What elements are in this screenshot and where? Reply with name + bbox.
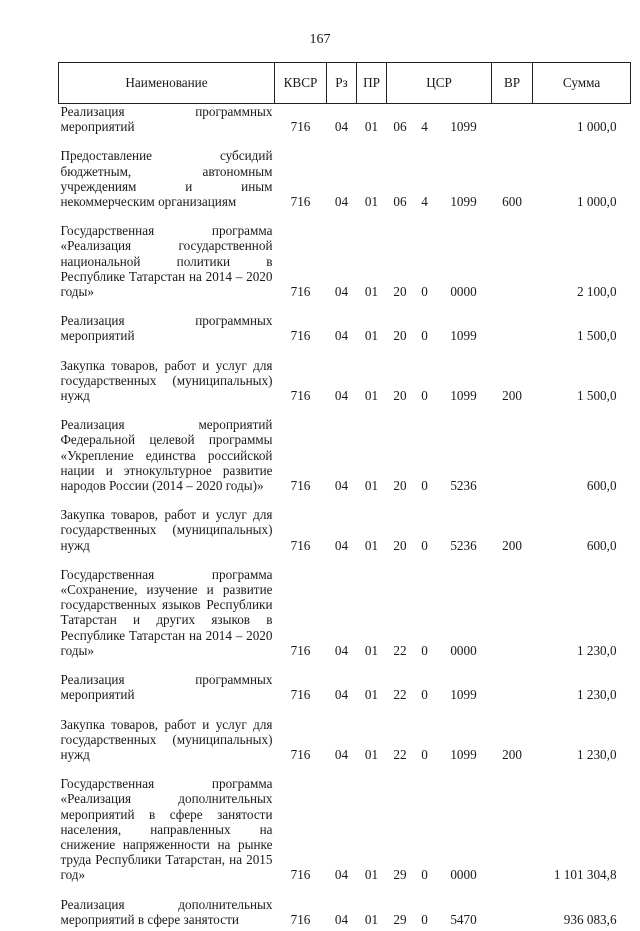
cell-pr: 01 [364, 911, 379, 927]
cell-csr-subprogram: 0 [421, 746, 428, 762]
cell-rz: 04 [334, 687, 349, 703]
cell-csr-direction: 0000 [450, 642, 477, 658]
cell-rz: 04 [334, 537, 349, 553]
cell-csr-subprogram: 0 [421, 388, 428, 404]
cell-name: Государственная программа «Реализация дополнительных мероприятий в сфере занятости населения, направленных на снижение напряженности на рынке труда Республики Татарстан, на 2015 год» [60, 776, 273, 883]
table-row [59, 407, 631, 497]
cell-sum: 2 100,0 [576, 284, 617, 300]
table-body [59, 104, 631, 931]
cell-name: Реализация дополнительных мероприятий в сфере занятости [60, 896, 273, 927]
cell-csr-program: 06 [393, 119, 407, 135]
cell-rz: 04 [334, 867, 349, 883]
cell-sum: 1 101 304,8 [553, 867, 617, 883]
header-sum: Сумма [533, 63, 631, 104]
header-name: Наименование [59, 63, 275, 104]
table-row [59, 348, 631, 408]
cell-sum: 1 230,0 [576, 746, 617, 762]
cell-csr-direction: 1099 [450, 194, 477, 210]
cell-vr [492, 303, 533, 347]
cell-name: Реализация программных мероприятий [60, 104, 273, 135]
cell-kvsr: 716 [290, 537, 311, 553]
cell-kvsr: 716 [290, 687, 311, 703]
cell-sum: 936 083,6 [563, 911, 617, 927]
cell-sum: 1 500,0 [576, 328, 617, 344]
cell-vr [492, 407, 533, 497]
cell-kvsr: 716 [290, 194, 311, 210]
cell-pr: 01 [364, 388, 379, 404]
cell-rz: 04 [334, 194, 349, 210]
cell-rz: 04 [334, 388, 349, 404]
table-row [59, 138, 631, 213]
cell-csr-direction: 1099 [450, 746, 477, 762]
cell-csr-program: 20 [393, 328, 407, 344]
cell-kvsr: 716 [290, 642, 311, 658]
cell-csr-direction: 5236 [450, 537, 477, 553]
cell-csr-direction: 0000 [450, 284, 477, 300]
cell-pr: 01 [364, 478, 379, 494]
cell-rz: 04 [334, 746, 349, 762]
table-row [59, 707, 631, 767]
cell-csr-subprogram: 0 [421, 478, 428, 494]
cell-sum: 1 000,0 [576, 194, 617, 210]
cell-csr-program: 20 [393, 478, 407, 494]
cell-name: Закупка товаров, работ и услуг для государственных (муниципальных) нужд [60, 716, 273, 762]
cell-sum: 1 230,0 [576, 642, 617, 658]
cell-csr-direction: 1099 [450, 119, 477, 135]
cell-vr: 600 [502, 194, 522, 210]
cell-csr-program: 29 [393, 911, 407, 927]
table-row [59, 662, 631, 706]
cell-rz: 04 [334, 478, 349, 494]
cell-csr-direction: 1099 [450, 388, 477, 404]
cell-pr: 01 [364, 537, 379, 553]
cell-pr: 01 [364, 687, 379, 703]
cell-vr [492, 887, 533, 931]
cell-kvsr: 716 [290, 867, 311, 883]
cell-pr: 01 [364, 119, 379, 135]
cell-rz: 04 [334, 642, 349, 658]
cell-rz: 04 [334, 284, 349, 300]
cell-vr [492, 766, 533, 886]
cell-kvsr: 716 [290, 911, 311, 927]
cell-csr-direction: 1099 [450, 687, 477, 703]
cell-csr-program: 20 [393, 388, 407, 404]
header-kvsr: КВСР [275, 63, 327, 104]
cell-pr: 01 [364, 867, 379, 883]
cell-csr-direction: 5236 [450, 478, 477, 494]
cell-csr-subprogram: 0 [421, 867, 428, 883]
cell-csr-subprogram: 0 [421, 911, 428, 927]
cell-csr-subprogram: 4 [421, 119, 428, 135]
cell-csr-subprogram: 0 [421, 642, 428, 658]
table-row [59, 766, 631, 886]
cell-csr-direction: 5470 [450, 911, 477, 927]
cell-pr: 01 [364, 194, 379, 210]
header-vr: ВР [492, 63, 533, 104]
cell-kvsr: 716 [290, 119, 311, 135]
table-header [59, 63, 631, 104]
cell-csr-subprogram: 0 [421, 284, 428, 300]
cell-vr: 200 [502, 388, 522, 404]
cell-pr: 01 [364, 746, 379, 762]
cell-pr: 01 [364, 328, 379, 344]
cell-kvsr: 716 [290, 284, 311, 300]
cell-vr [492, 213, 533, 303]
cell-name: Реализация программных мероприятий [60, 672, 273, 703]
cell-rz: 04 [334, 119, 349, 135]
cell-kvsr: 716 [290, 388, 311, 404]
cell-vr [492, 557, 533, 662]
cell-csr-subprogram: 0 [421, 687, 428, 703]
cell-csr-direction: 0000 [450, 867, 477, 883]
cell-csr-subprogram: 0 [421, 537, 428, 553]
cell-name: Государственная программа «Сохранение, изучение и развитие государственных языков Республики Татарстан и других языков в Республике Татарстан на 2014 – 2020 годы» [60, 566, 273, 658]
cell-vr [492, 104, 533, 139]
header-csr: ЦСР [387, 63, 492, 104]
cell-csr-program: 22 [393, 746, 407, 762]
table-row [59, 303, 631, 347]
table-row [59, 213, 631, 303]
cell-vr: 200 [502, 746, 522, 762]
cell-csr-subprogram: 0 [421, 328, 428, 344]
cell-sum: 1 230,0 [576, 687, 617, 703]
cell-name: Реализация мероприятий Федеральной целевой программы «Укрепление единства российской нации и этнокультурное развитие народов России (2014 – 2020 годы)» [60, 417, 273, 494]
header-rz: Рз [327, 63, 357, 104]
cell-name: Реализация программных мероприятий [60, 313, 273, 344]
cell-kvsr: 716 [290, 478, 311, 494]
cell-kvsr: 716 [290, 746, 311, 762]
cell-csr-subprogram: 4 [421, 194, 428, 210]
cell-sum: 600,0 [586, 537, 617, 553]
table-row [59, 104, 631, 139]
cell-name: Государственная программа «Реализация государственной национальной политики в Республике Татарстан на 2014 – 2020 годы» [60, 223, 273, 300]
cell-csr-program: 20 [393, 537, 407, 553]
cell-csr-program: 22 [393, 687, 407, 703]
page-number: 167 [309, 32, 331, 47]
cell-name: Предоставление субсидий бюджетным, автономным учреждениям и иным некоммерческим организациям [60, 148, 273, 210]
table-row [59, 887, 631, 931]
cell-rz: 04 [334, 328, 349, 344]
budget-table [58, 62, 631, 931]
cell-csr-program: 20 [393, 284, 407, 300]
cell-csr-program: 22 [393, 642, 407, 658]
cell-csr-direction: 1099 [450, 328, 477, 344]
cell-pr: 01 [364, 284, 379, 300]
cell-csr-program: 29 [393, 867, 407, 883]
cell-sum: 600,0 [586, 478, 617, 494]
cell-vr [492, 662, 533, 706]
cell-rz: 04 [334, 911, 349, 927]
cell-kvsr: 716 [290, 328, 311, 344]
cell-vr: 200 [502, 537, 522, 553]
cell-csr-program: 06 [393, 194, 407, 210]
header-pr: ПР [357, 63, 387, 104]
cell-name: Закупка товаров, работ и услуг для государственных (муниципальных) нужд [60, 357, 273, 404]
cell-sum: 1 000,0 [576, 119, 617, 135]
table-row [59, 497, 631, 557]
cell-name: Закупка товаров, работ и услуг для государственных (муниципальных) нужд [60, 507, 273, 553]
table-row [59, 557, 631, 662]
cell-pr: 01 [364, 642, 379, 658]
cell-sum: 1 500,0 [576, 388, 617, 404]
